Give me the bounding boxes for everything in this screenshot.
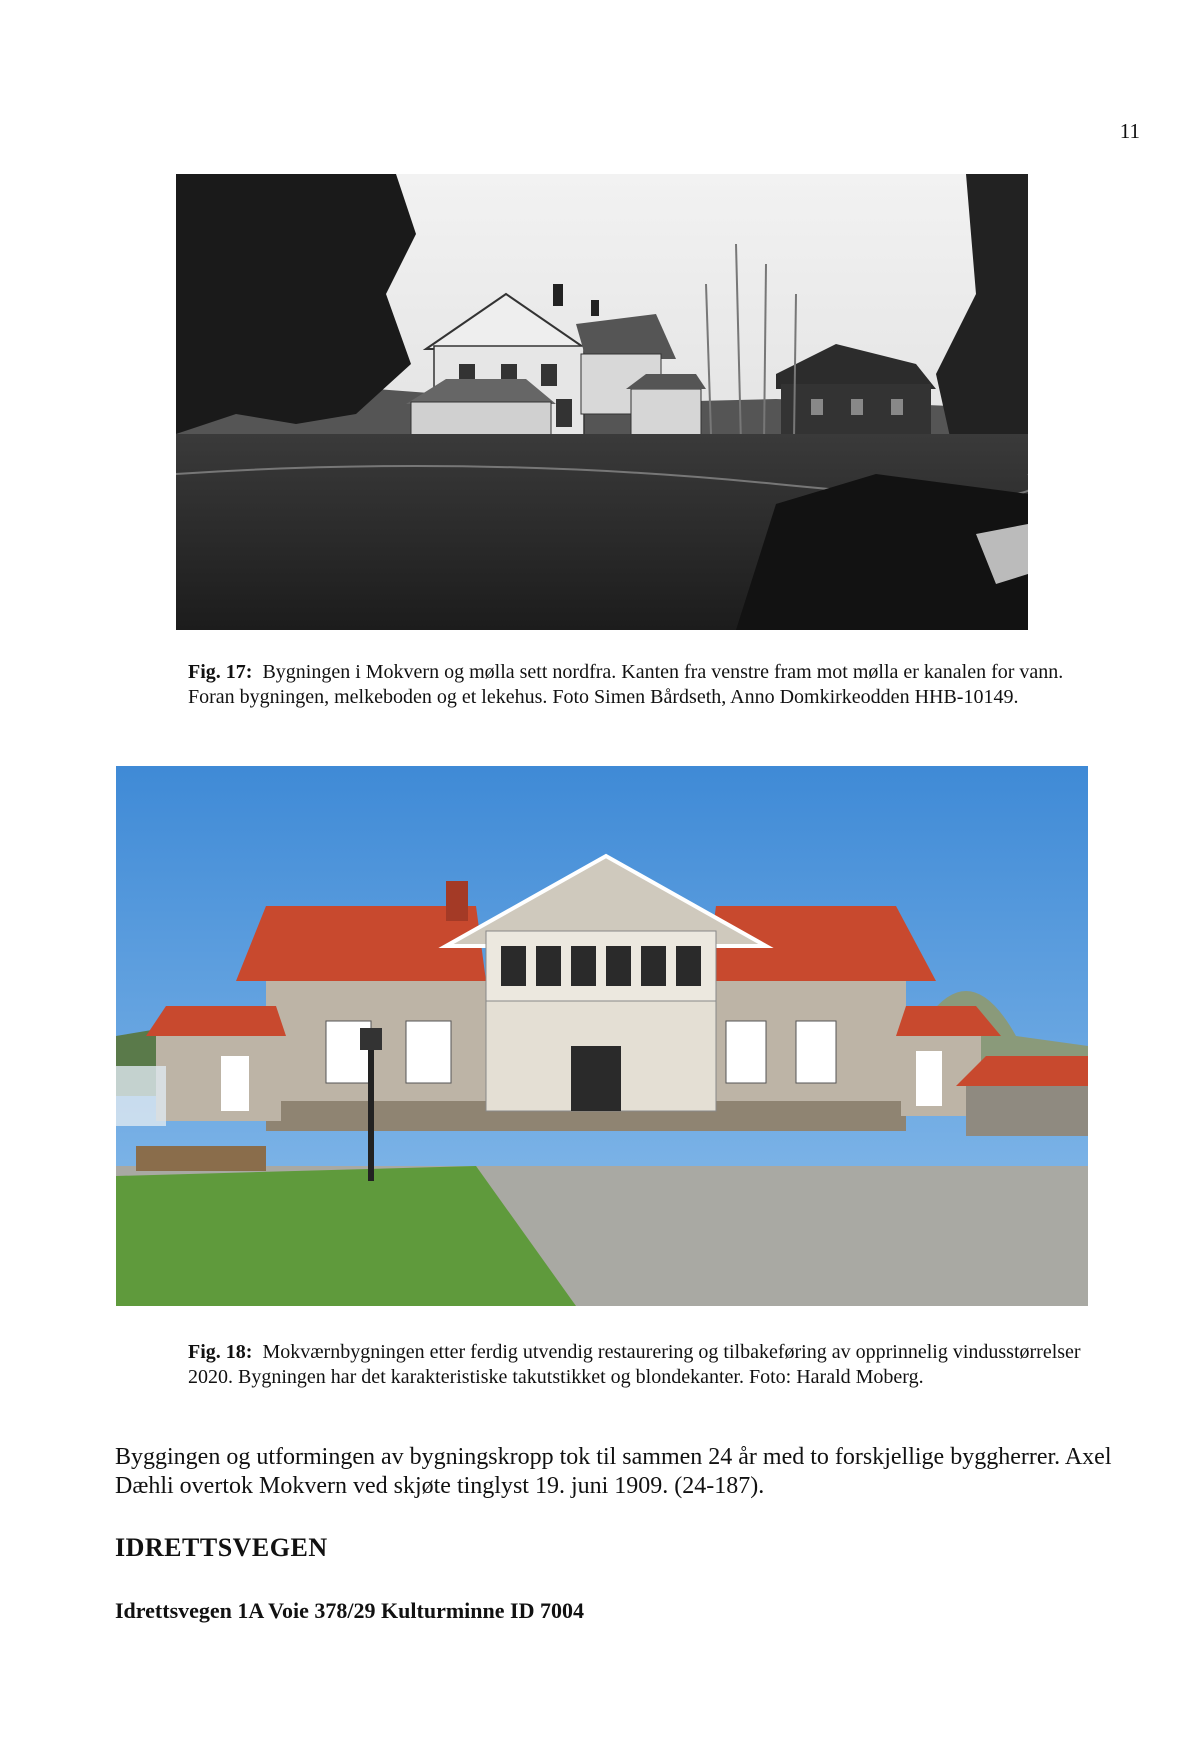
figure-18-caption xyxy=(188,1340,1088,1390)
figure-18-photo xyxy=(116,766,1088,1306)
figure-18-label: Fig. 18: xyxy=(188,1341,253,1363)
section-heading: IDRETTSVEGEN xyxy=(115,1533,328,1562)
figure-17-caption-text: Bygningen i Mokvern og mølla sett nordfra. Kanten fra venstre fram mot mølla er kanalen for vann. Foran bygningen, melkeboden og et lekehus. Foto Simen Bårdseth, Anno Domkirkeodden HHB-10149. xyxy=(188,661,1064,708)
figure-17-caption xyxy=(188,660,1088,710)
section-subheading: Idrettsvegen 1A Voie 378/29 Kulturminne ID 7004 xyxy=(115,1598,584,1623)
page-number: 11 xyxy=(1119,119,1140,143)
figure-17-photo xyxy=(176,174,1028,630)
figure-18-caption-text: Mokværnbygningen etter ferdig utvendig restaurering og tilbakeføring av opprinnelig vindusstørrelser 2020. Bygningen har det karakteristiske takutstikket og blondekanter. Foto: Harald Moberg. xyxy=(188,1341,1081,1388)
body-paragraph: Byggingen og utformingen av bygningskropp tok til sammen 24 år med to forskjellige byggherrer. Axel Dæhli overtok Mokvern ved skjøte tinglyst 19. juni 1909. (24-187). xyxy=(115,1444,1112,1499)
figure-17-label: Fig. 17: xyxy=(188,661,253,683)
